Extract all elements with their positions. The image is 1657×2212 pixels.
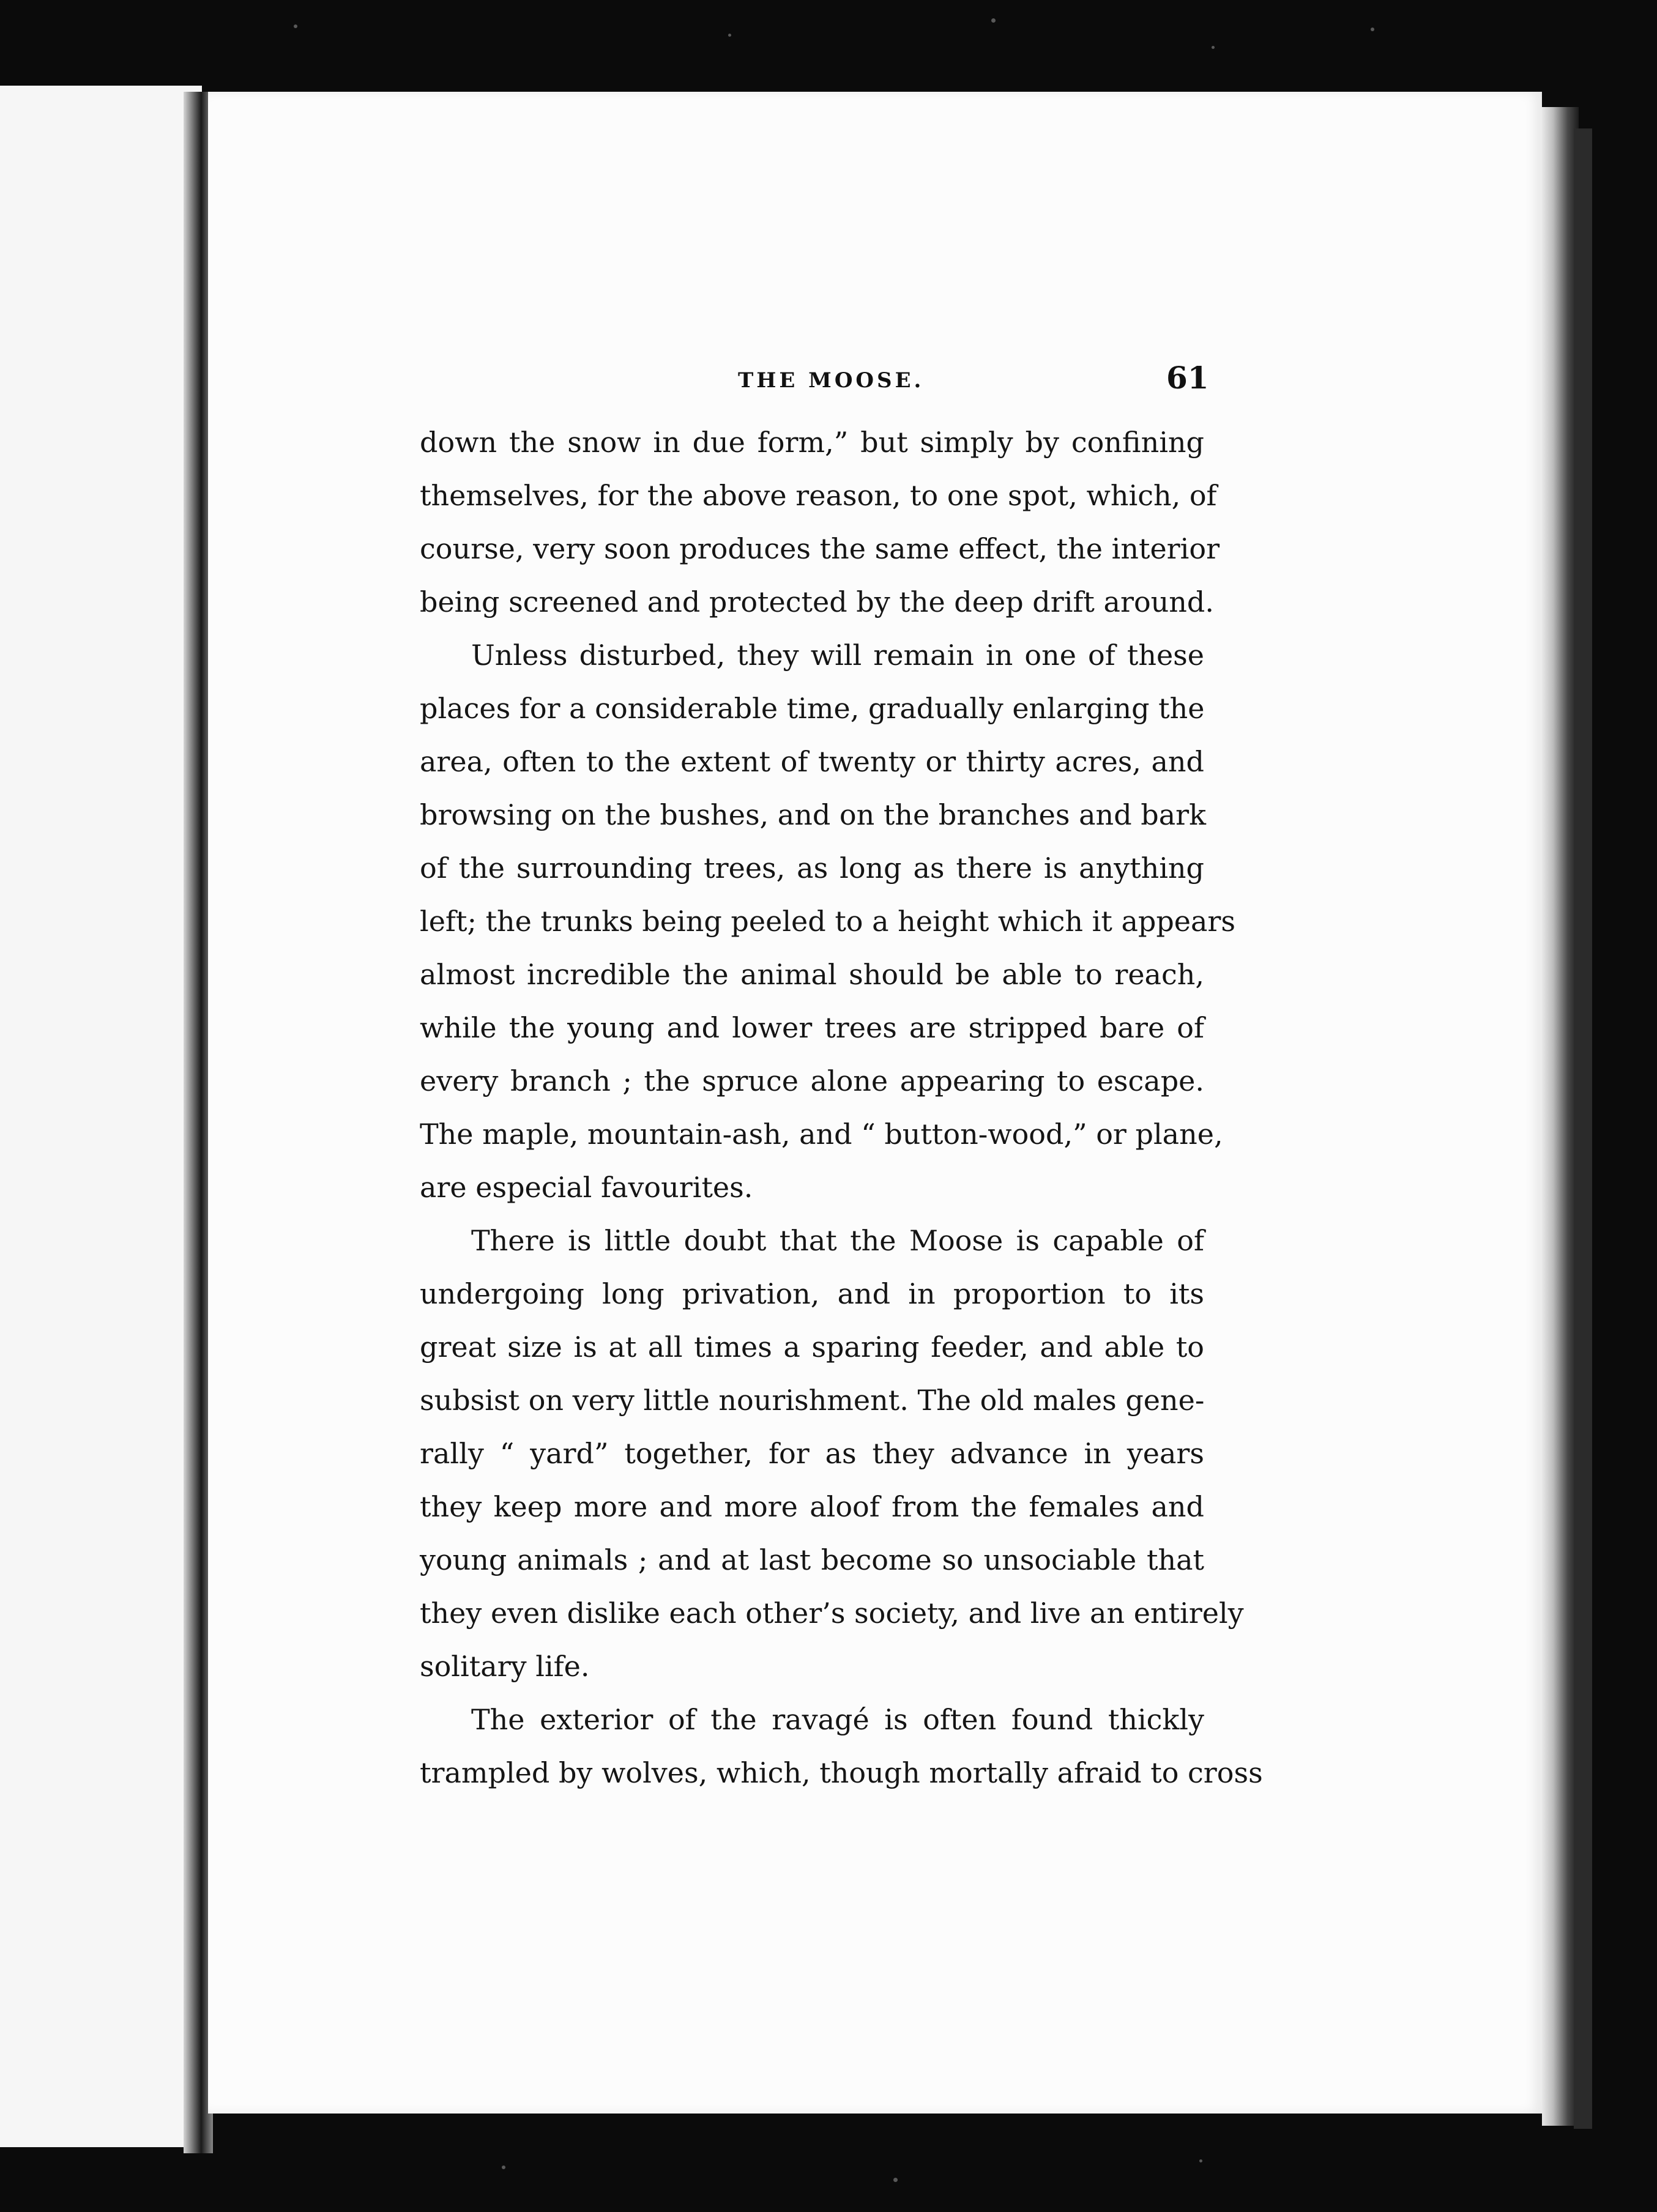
text-line: places for a considerable time, gradually enlarging the	[420, 692, 1205, 725]
text-line: course, very soon produces the same effect, the interior	[420, 532, 1220, 565]
text-line: young animals ; and at last become so unsociable that	[420, 1543, 1204, 1576]
left-page-edge	[0, 86, 202, 2147]
dust-speck	[1199, 2159, 1202, 2162]
text-line: trampled by wolves, which, though mortally afraid to cross	[420, 1756, 1263, 1789]
text-line: they keep more and more aloof from the females and	[420, 1490, 1204, 1523]
text-line: down the snow in due form,” but simply by confining	[420, 426, 1204, 459]
text-line: solitary life.	[420, 1650, 590, 1683]
text-line: Unless disturbed, they will remain in one of these	[471, 639, 1204, 672]
dust-speck	[893, 2178, 898, 2182]
text-line: undergoing long privation, and in proportion to its	[420, 1277, 1204, 1310]
text-line: themselves, for the above reason, to one spot, which, of	[420, 479, 1217, 512]
text-line: every branch ; the spruce alone appearing to escape.	[420, 1064, 1204, 1097]
dust-speck	[502, 2166, 505, 2169]
text-line: subsist on very little nourishment. The old males gene-	[420, 1384, 1205, 1417]
page-number: 61	[1166, 360, 1209, 396]
dust-speck	[728, 34, 731, 37]
right-page-edges	[1542, 107, 1579, 2126]
page-header	[208, 360, 1542, 409]
book-cover-edge	[1574, 128, 1592, 2129]
text-line: being screened and protected by the deep drift around.	[420, 585, 1214, 618]
text-line: are especial favourites.	[420, 1171, 753, 1204]
text-line: browsing on the bushes, and on the branches and bark	[420, 798, 1206, 831]
text-line: There is little doubt that the Moose is capable of	[471, 1224, 1204, 1257]
book-page	[208, 92, 1542, 2114]
text-line: The exterior of the ravagé is often found thickly	[471, 1703, 1204, 1736]
body-text	[420, 416, 1263, 1800]
text-line: almost incredible the animal should be able to reach,	[420, 958, 1204, 991]
text-line: while the young and lower trees are stripped bare of	[420, 1011, 1204, 1044]
text-line: left; the trunks being peeled to a height which it appears	[420, 905, 1236, 938]
dust-speck	[294, 24, 297, 28]
dust-speck	[1371, 28, 1374, 31]
text-line: of the surrounding trees, as long as there is anything	[420, 852, 1204, 885]
text-line: area, often to the extent of twenty or thirty acres, and	[420, 745, 1204, 778]
dust-speck	[991, 18, 996, 23]
dust-speck	[1212, 46, 1215, 49]
text-line: they even dislike each other’s society, and live an entirely	[420, 1597, 1244, 1630]
text-line: The maple, mountain-ash, and “ button-wood,” or plane,	[420, 1118, 1223, 1151]
text-line: great size is at all times a sparing feeder, and able to	[420, 1331, 1204, 1364]
running-title: THE MOOSE.	[738, 368, 925, 393]
text-line: rally “ yard” together, for as they advance in years	[420, 1437, 1204, 1470]
